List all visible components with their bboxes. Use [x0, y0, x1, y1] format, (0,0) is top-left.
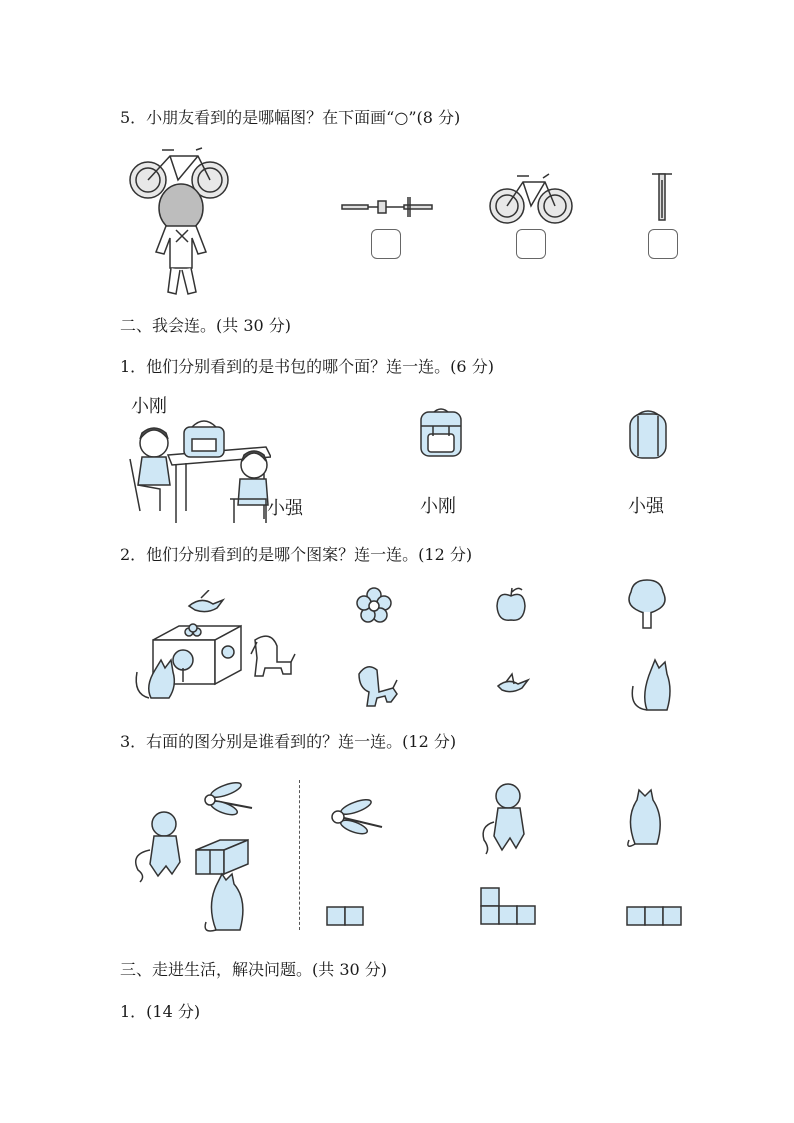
bird-icon — [189, 590, 223, 612]
dragonfly-icon — [326, 797, 384, 839]
boy-right-icon — [230, 451, 268, 523]
dog-icon — [355, 662, 399, 708]
answer-box-option-1[interactable] — [371, 229, 401, 259]
answer-box-option-2[interactable] — [516, 229, 546, 259]
dragonfly-icon — [205, 780, 252, 818]
cat-back-icon — [625, 788, 665, 852]
label-xiaogang-view: 小刚 — [420, 496, 456, 517]
answer-box-option-3[interactable] — [648, 229, 678, 259]
flower-icon — [355, 586, 393, 624]
part-3-question-1-title: 1．(14 分) — [120, 1002, 201, 1021]
part-3-heading: 三、走进生活，解决问题。(共 30 分) — [120, 960, 388, 979]
two-squares-icon — [326, 906, 366, 926]
part-2-heading: 二、我会连。(共 30 分) — [120, 316, 292, 335]
monkey-icon — [480, 782, 530, 858]
bicycle-front-view-icon — [650, 170, 674, 224]
child-back-view-icon — [156, 184, 206, 294]
question-5-title: 5．小朋友看到的是哪幅图？在下面画“○”(8 分) — [120, 108, 461, 127]
bird-icon — [494, 672, 530, 700]
name-xiaogang: 小刚 — [131, 396, 167, 417]
divider-dashed-line — [299, 780, 300, 930]
q1-table-scene — [126, 415, 271, 525]
label-xiaoqiang-view: 小强 — [628, 496, 664, 517]
monkey-icon — [136, 812, 180, 882]
part-2-question-3-title: 3．右面的图分别是谁看到的？连一连。(12 分) — [120, 732, 457, 751]
backpack-icon — [184, 421, 224, 457]
name-xiaoqiang: 小强 — [267, 498, 303, 519]
tree-icon — [627, 578, 667, 630]
backpack-front-icon — [418, 406, 464, 458]
part-2-question-1-title: 1．他们分别看到的是书包的哪个面？连一连。(6 分) — [120, 357, 494, 376]
part-2-question-2-title: 2．他们分别看到的是哪个图案？连一连。(12 分) — [120, 545, 473, 564]
q3-scene — [126, 770, 256, 938]
bicycle-side-view-icon — [487, 170, 575, 226]
bicycle-top-view-icon — [340, 195, 434, 219]
dog-icon — [251, 636, 295, 676]
q5-scene — [126, 142, 236, 302]
l-shape-squares-icon — [480, 887, 536, 927]
cube-stack-icon — [196, 840, 248, 874]
cat-icon — [627, 658, 675, 714]
apple-icon — [494, 586, 528, 624]
boy-left-icon — [130, 428, 170, 511]
cat-back-icon — [205, 874, 243, 931]
backpack-side-icon — [626, 406, 670, 460]
apple-icon — [222, 646, 234, 658]
q2-box-scene — [131, 590, 296, 710]
three-squares-icon — [626, 906, 684, 926]
